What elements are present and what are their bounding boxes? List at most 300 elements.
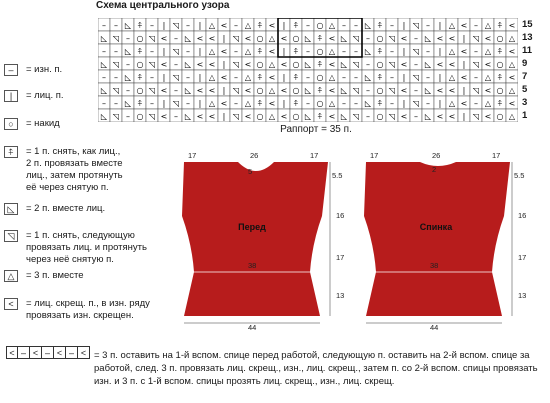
chart-cell-symbol: < — [400, 60, 408, 69]
chart-cell-symbol: – — [390, 21, 394, 30]
chart-cell-symbol: < — [196, 112, 204, 121]
chart-cell-symbol: ⍏ — [317, 60, 323, 69]
chart-cell-symbol: – — [354, 99, 358, 108]
chart-cell-symbol: < — [196, 60, 204, 69]
chart-cell-symbol: ◺ — [124, 73, 132, 82]
chart-cell-symbol: – — [174, 86, 178, 95]
chart-cell-symbol: △ — [484, 47, 492, 56]
chart-cell-symbol: ◹ — [352, 60, 360, 69]
chart-cell-symbol: – — [174, 60, 178, 69]
chart-cell-symbol: ◹ — [172, 21, 180, 30]
chart-cell-symbol: – — [234, 73, 238, 82]
chart-cell-symbol: ⍏ — [377, 47, 383, 56]
chart-cell-symbol: ⍏ — [377, 73, 383, 82]
chart-cell-symbol: | — [402, 21, 406, 30]
chart-cell-symbol: < — [436, 34, 444, 43]
chart-cell-symbol: ◹ — [352, 34, 360, 43]
chart-cell-symbol: < — [328, 112, 336, 121]
chart-cell-symbol: ○ — [376, 34, 384, 43]
chart-cell-symbol: | — [282, 47, 286, 56]
chart-cell-symbol: – — [342, 47, 346, 56]
chart-cell-symbol: | — [222, 60, 226, 69]
chart-cell-symbol: △ — [448, 73, 456, 82]
k3tog-icon: △ — [4, 270, 18, 282]
back-dim-neck: 26 — [432, 151, 441, 160]
chart-cell-symbol: ⍏ — [497, 99, 503, 108]
chart-cell-symbol: – — [366, 34, 370, 43]
chart-cell-symbol: ◹ — [352, 86, 360, 95]
chart-cell-symbol: ◺ — [100, 112, 108, 121]
chart-cell-symbol: | — [402, 47, 406, 56]
chart-cell-symbol: ○ — [136, 112, 144, 121]
chart-cell-symbol: ○ — [496, 86, 504, 95]
back-dim-armhole: 16 — [518, 211, 527, 220]
chart-cell-symbol: | — [462, 60, 466, 69]
chart-cell-symbol: < — [448, 60, 456, 69]
chart-cell-symbol: ◹ — [112, 34, 120, 43]
row-number: 1 — [522, 110, 528, 121]
chart-cell-symbol: ⍏ — [257, 73, 263, 82]
back-dim-hem-height: 13 — [518, 291, 527, 300]
chart-cell-symbol: ◺ — [364, 73, 372, 82]
chart-cell-symbol: ◹ — [388, 60, 396, 69]
chart-cell-symbol: △ — [508, 60, 516, 69]
chart-cell-symbol: – — [114, 73, 118, 82]
chart-cell-symbol: < — [280, 86, 288, 95]
chart-cell-symbol: △ — [268, 60, 276, 69]
chart-cell-symbol: ◺ — [340, 34, 348, 43]
front-dim-armhole: 16 — [336, 211, 345, 220]
chart-cell-symbol: < — [220, 47, 228, 56]
chart-cell-symbol: < — [208, 34, 216, 43]
chart-cell-symbol: < — [460, 47, 468, 56]
chart-cell-symbol: ◹ — [412, 21, 420, 30]
chart-cell-symbol: < — [508, 73, 516, 82]
chart-cell-symbol: ◺ — [424, 60, 432, 69]
chart-cell-symbol: ○ — [376, 86, 384, 95]
chart-cell-symbol: – — [186, 21, 190, 30]
chart-cell-symbol: < — [328, 60, 336, 69]
chart-cell-symbol: ◹ — [112, 112, 120, 121]
chart-cell-symbol: | — [402, 99, 406, 108]
chart-cell-symbol: ○ — [292, 60, 300, 69]
chart-cell-symbol: △ — [244, 21, 252, 30]
chart-cell-symbol: – — [414, 112, 418, 121]
chart-cell-symbol: ○ — [136, 86, 144, 95]
chart-cell-symbol: ○ — [292, 86, 300, 95]
k2tog-icon: ◺ — [4, 203, 18, 215]
chart-cell-symbol: ◹ — [112, 86, 120, 95]
front-dim-waist: 17 — [336, 253, 345, 262]
chart-cell-symbol: | — [162, 47, 166, 56]
chart-cell-symbol: – — [150, 73, 154, 82]
cable-cell: – — [42, 346, 54, 359]
chart-cell-symbol: – — [414, 86, 418, 95]
chart-cell-symbol: < — [484, 34, 492, 43]
back-dim-top-right: 17 — [492, 151, 501, 160]
chart-cell-symbol: ◹ — [388, 86, 396, 95]
chart-cell-symbol: △ — [328, 73, 336, 82]
chart-cell-symbol: | — [198, 99, 202, 108]
chart-cell-symbol: ⍏ — [293, 99, 299, 108]
chart-cell-symbol: | — [198, 73, 202, 82]
chart-cell-symbol: △ — [244, 47, 252, 56]
legend-text: = лиц. п. — [26, 90, 64, 101]
row-number: 5 — [522, 84, 528, 95]
chart-cell-symbol: ◺ — [340, 112, 348, 121]
chart-cell-symbol: – — [390, 99, 394, 108]
chart-cell-symbol: – — [426, 21, 430, 30]
chart-cell-symbol: ◹ — [232, 112, 240, 121]
chart-cell-symbol: ○ — [292, 34, 300, 43]
chart-cell-symbol: – — [354, 21, 358, 30]
chart-cell-symbol: △ — [268, 86, 276, 95]
chart-cell-symbol: – — [474, 99, 478, 108]
chart-cell-symbol: < — [268, 99, 276, 108]
chart-cell-symbol: – — [366, 86, 370, 95]
chart-cell-symbol: △ — [208, 21, 216, 30]
chart-cell-symbol: < — [508, 99, 516, 108]
cable-cell: – — [18, 346, 30, 359]
chart-cell-symbol: ○ — [136, 34, 144, 43]
front-dim-top-right: 17 — [310, 151, 319, 160]
chart-cell-symbol: – — [186, 47, 190, 56]
chart-cell-symbol: ○ — [316, 21, 324, 30]
chart-cell-symbol: – — [174, 34, 178, 43]
back-dim-hem-width: 44 — [430, 323, 439, 332]
chart-cell-symbol: – — [126, 60, 130, 69]
chart-cell-symbol: ⍏ — [137, 99, 143, 108]
chart-cell-symbol: – — [102, 47, 106, 56]
chart-cell-symbol: ⍏ — [257, 47, 263, 56]
chart-cell-symbol: ⍏ — [497, 47, 503, 56]
legend-text: = 3 п. вместе — [26, 270, 84, 281]
chart-cell-symbol: < — [448, 34, 456, 43]
yarn-over-icon: ○ — [4, 118, 18, 130]
chart-cell-symbol: – — [126, 86, 130, 95]
chart-cell-symbol: | — [282, 73, 286, 82]
chart-cell-symbol: ◺ — [184, 86, 192, 95]
chart-cell-symbol: △ — [328, 99, 336, 108]
chart-cell-symbol: < — [208, 86, 216, 95]
chart-cell-symbol: △ — [508, 112, 516, 121]
chart-cell-symbol: ○ — [316, 99, 324, 108]
chart-cell-symbol: ◺ — [424, 34, 432, 43]
chart-cell-symbol: < — [508, 47, 516, 56]
chart-cell-symbol: ⍏ — [257, 99, 263, 108]
chart-cell-symbol: ◹ — [148, 60, 156, 69]
chart-cell-symbol: ◹ — [148, 86, 156, 95]
chart-cell-symbol: | — [462, 86, 466, 95]
front-dim-hem-height: 13 — [336, 291, 345, 300]
chart-cell-symbol: △ — [268, 112, 276, 121]
back-dim-neck-depth: 2 — [432, 165, 437, 174]
chart-cell-symbol: < — [484, 60, 492, 69]
chart-cell-symbol: – — [342, 99, 346, 108]
chart-cell-symbol: ◺ — [124, 99, 132, 108]
chart-cell-symbol: ◹ — [472, 34, 480, 43]
chart-cell-symbol: ⍏ — [497, 73, 503, 82]
legend-text: = лиц. скрещ. п., в изн. ряду провязать изн. скрещен. — [26, 298, 150, 321]
legend-text: = 1 п. снять, следующую провязать лиц. и протянуть через неё снятую п. — [26, 230, 147, 265]
chart-cell-symbol: ◺ — [424, 86, 432, 95]
chart-cell-symbol: | — [402, 73, 406, 82]
chart-cell-symbol: ◺ — [364, 21, 372, 30]
chart-cell-symbol: ◹ — [232, 34, 240, 43]
chart-cell-symbol: < — [436, 112, 444, 121]
row-number: 9 — [522, 58, 528, 69]
front-dim-neck-depth: 5 — [248, 167, 253, 176]
chart-cell-symbol: < — [220, 99, 228, 108]
chart-cell-symbol: < — [328, 86, 336, 95]
chart-cell-symbol: < — [220, 73, 228, 82]
chart-cell-symbol: △ — [448, 21, 456, 30]
chart-cell-symbol: < — [460, 21, 468, 30]
chart-cell-symbol: ○ — [376, 112, 384, 121]
chart-cell-symbol: – — [126, 112, 130, 121]
chart-cell-symbol: ◺ — [340, 86, 348, 95]
chart-cell-symbol: < — [400, 34, 408, 43]
chart-cell-symbol: | — [438, 21, 442, 30]
chart-cell-symbol: – — [354, 73, 358, 82]
chart-cell-symbol: < — [280, 60, 288, 69]
chart-cell-symbol: ◺ — [184, 60, 192, 69]
chart-cell-symbol: ◹ — [388, 34, 396, 43]
chart-cell-symbol: ◹ — [472, 86, 480, 95]
front-dim-top-left: 17 — [188, 151, 197, 160]
chart-cell-symbol: ⍏ — [293, 73, 299, 82]
chart-cell-symbol: < — [208, 60, 216, 69]
legend-text: = накид — [26, 118, 60, 129]
chart-cell-symbol: – — [306, 21, 310, 30]
double-decrease-icon: ⍏ — [4, 146, 18, 158]
chart-cell-symbol: – — [474, 47, 478, 56]
chart-cell-symbol: – — [102, 99, 106, 108]
cable-cell: < — [6, 346, 18, 359]
chart-cell-symbol: < — [280, 112, 288, 121]
chart-cell-symbol: △ — [208, 47, 216, 56]
cable-description: = 3 п. оставить на 1-й вспом. спице перед работой, следующую п. оставить на 2-й вспом. спице за работой, след. 3 п. провязать лиц. скрещ., изн., лиц. скрещ., затем п. со 2-й вспом. спицы провязать изн. и 3 п. с 1-й вспом. спицы прозять лиц. скрещ., изн., лиц. скрещ. — [94, 350, 538, 387]
chart-cell-symbol: – — [114, 21, 118, 30]
chart-cell-symbol: – — [390, 47, 394, 56]
chart-cell-symbol: < — [328, 34, 336, 43]
chart-cell-symbol: – — [234, 99, 238, 108]
chart-cell-symbol: ◺ — [304, 86, 312, 95]
chart-cell-symbol: | — [282, 99, 286, 108]
chart-cell-symbol: ○ — [136, 60, 144, 69]
chart-cell-symbol: ⍏ — [317, 34, 323, 43]
chart-cell-symbol: ⍏ — [257, 21, 263, 30]
chart-cell-symbol: ◺ — [124, 21, 132, 30]
chart-cell-symbol: △ — [208, 99, 216, 108]
chart-cell-symbol: < — [244, 112, 252, 121]
chart-cell-symbol: < — [508, 21, 516, 30]
chart-cell-symbol: – — [366, 60, 370, 69]
chart-cell-symbol: < — [160, 86, 168, 95]
chart-cell-symbol: < — [400, 86, 408, 95]
chart-cell-symbol: | — [438, 99, 442, 108]
back-label: Спинка — [419, 222, 453, 232]
chart-cell-symbol: – — [306, 99, 310, 108]
chart-cell-symbol: ◹ — [388, 112, 396, 121]
chart-cell-symbol: △ — [208, 73, 216, 82]
chart-cell-symbol: | — [162, 73, 166, 82]
chart-cell-symbol: ◺ — [304, 112, 312, 121]
crossed-stitch-icon: < — [4, 298, 18, 310]
chart-cell-symbol: △ — [244, 99, 252, 108]
chart-cell-symbol: | — [462, 34, 466, 43]
chart-cell-symbol: △ — [508, 34, 516, 43]
chart-cell-symbol: | — [162, 21, 166, 30]
chart-cell-symbol: △ — [328, 21, 336, 30]
chart-cell-symbol: ◺ — [100, 34, 108, 43]
purl-icon: – — [4, 64, 18, 76]
legend-text: = изн. п. — [26, 64, 63, 75]
chart-cell-symbol: – — [150, 47, 154, 56]
cable-cell: < — [78, 346, 90, 359]
chart-cell-symbol: ⍏ — [137, 21, 143, 30]
chart-cell-symbol: – — [150, 21, 154, 30]
chart-cell-symbol: | — [162, 99, 166, 108]
chart-cell-symbol: < — [268, 73, 276, 82]
chart-cell-symbol: – — [342, 21, 346, 30]
back-dim-shoulder: 5.5 — [514, 171, 525, 180]
chart-cell-symbol: △ — [268, 34, 276, 43]
chart-cell-symbol: △ — [448, 99, 456, 108]
repeat-label: Раппорт = 35 п. — [280, 124, 352, 135]
chart-cell-symbol: ⍏ — [293, 47, 299, 56]
chart-cell-symbol: ⍏ — [317, 86, 323, 95]
chart-cell-symbol: ○ — [376, 60, 384, 69]
chart-cell-symbol: ◹ — [412, 47, 420, 56]
chart-cell-symbol: △ — [484, 73, 492, 82]
chart-cell-symbol: | — [222, 86, 226, 95]
chart-cell-symbol: < — [280, 34, 288, 43]
chart-cell-symbol: ◺ — [340, 60, 348, 69]
chart-cell-symbol: ⍏ — [497, 21, 503, 30]
chart-cell-symbol: < — [220, 21, 228, 30]
back-shape — [364, 162, 510, 316]
chart-cell-symbol: ◺ — [184, 34, 192, 43]
chart-cell-symbol: ◹ — [232, 86, 240, 95]
chart-cell-symbol: ◺ — [364, 47, 372, 56]
front-dim-mid-width: 38 — [248, 261, 257, 270]
chart-cell-symbol: ◺ — [424, 112, 432, 121]
chart-cell-symbol: < — [436, 60, 444, 69]
legend-text: = 2 п. вместе лиц. — [26, 203, 106, 214]
chart-cell-symbol: – — [150, 99, 154, 108]
chart-cell-symbol: – — [426, 73, 430, 82]
chart-cell-symbol: – — [426, 99, 430, 108]
chart-cell-symbol: | — [438, 47, 442, 56]
chart-cell-symbol: < — [484, 112, 492, 121]
chart-cell-symbol: ◹ — [472, 112, 480, 121]
chart-cell-symbol: ○ — [316, 47, 324, 56]
chart-cell-symbol: ○ — [256, 34, 264, 43]
chart-cell-symbol: ⍏ — [377, 99, 383, 108]
chart-cell-symbol: < — [268, 21, 276, 30]
front-piece — [182, 151, 344, 332]
chart-cell-symbol: – — [306, 73, 310, 82]
chart-cell-symbol: ◹ — [148, 34, 156, 43]
chart-cell-symbol: ⍏ — [293, 21, 299, 30]
row-number: 3 — [522, 97, 528, 108]
knit-icon: | — [4, 90, 18, 102]
chart-cell-symbol: ◹ — [172, 73, 180, 82]
chart-cell-symbol: △ — [328, 47, 336, 56]
chart-cell-symbol: ○ — [496, 60, 504, 69]
chart-cell-symbol: < — [196, 86, 204, 95]
legend-text: = 1 п. снять, как лиц., 2 п. провязать вместе лиц., затем протянуть её через снятую п. — [26, 146, 123, 193]
chart-cell-symbol: ○ — [496, 34, 504, 43]
chart-cell-symbol: ◹ — [412, 73, 420, 82]
chart-cell-symbol: ◹ — [232, 60, 240, 69]
chart-cell-symbol: – — [354, 47, 358, 56]
chart-cell-symbol: ○ — [496, 112, 504, 121]
row-number: 11 — [522, 45, 533, 56]
chart-cell-symbol: ◹ — [148, 112, 156, 121]
chart-cell-symbol: – — [474, 21, 478, 30]
cable-cell: < — [30, 346, 42, 359]
back-dim-mid-width: 38 — [430, 261, 439, 270]
chart-cell-symbol: ◺ — [184, 112, 192, 121]
back-dim-top-left: 17 — [370, 151, 379, 160]
chart-cell-symbol: ◹ — [352, 112, 360, 121]
row-number: 7 — [522, 71, 528, 82]
chart-cell-symbol: | — [282, 21, 286, 30]
chart-cell-symbol: ◹ — [112, 60, 120, 69]
chart-cell-symbol: | — [198, 47, 202, 56]
chart-cell-symbol: < — [448, 112, 456, 121]
chart-cell-symbol: ◹ — [472, 60, 480, 69]
chart-cell-symbol: ⍏ — [377, 21, 383, 30]
chart-cell-symbol: | — [438, 73, 442, 82]
chart-cell-symbol: – — [114, 47, 118, 56]
chart-cell-symbol: ○ — [292, 112, 300, 121]
chart-cell-symbol: ◹ — [412, 99, 420, 108]
chart-cell-symbol: – — [174, 112, 178, 121]
front-dim-hem-width: 44 — [248, 323, 257, 332]
chart-cell-symbol: – — [102, 21, 106, 30]
chart-cell-symbol: – — [186, 99, 190, 108]
chart-cell-symbol: ○ — [256, 86, 264, 95]
back-dim-waist: 17 — [518, 253, 527, 262]
chart-cell-symbol: ◺ — [100, 60, 108, 69]
chart-cell-symbol: ◺ — [304, 34, 312, 43]
chart-cell-symbol: ○ — [256, 60, 264, 69]
chart-cell-symbol: < — [244, 86, 252, 95]
chart-cell-symbol: – — [426, 47, 430, 56]
chart-cell-symbol: < — [448, 86, 456, 95]
chart-cell-symbol: | — [222, 112, 226, 121]
chart-cell-symbol: < — [196, 34, 204, 43]
front-label: Перед — [238, 222, 266, 232]
chart-cell-symbol: ⍏ — [317, 112, 323, 121]
front-shape — [182, 162, 328, 316]
chart-cell-symbol: △ — [448, 47, 456, 56]
chart-cell-symbol: △ — [484, 99, 492, 108]
chart-cell-symbol: ○ — [256, 112, 264, 121]
chart-cell-symbol: ⍏ — [137, 47, 143, 56]
chart-cell-symbol: ◺ — [304, 60, 312, 69]
chart-cell-symbol: – — [114, 99, 118, 108]
chart-cell-symbol: – — [414, 60, 418, 69]
chart-cell-symbol: ◺ — [364, 99, 372, 108]
chart-cell-symbol: – — [234, 47, 238, 56]
chart-cell-symbol: < — [244, 60, 252, 69]
chart-cell-symbol: △ — [508, 86, 516, 95]
chart-cell-symbol: < — [268, 47, 276, 56]
